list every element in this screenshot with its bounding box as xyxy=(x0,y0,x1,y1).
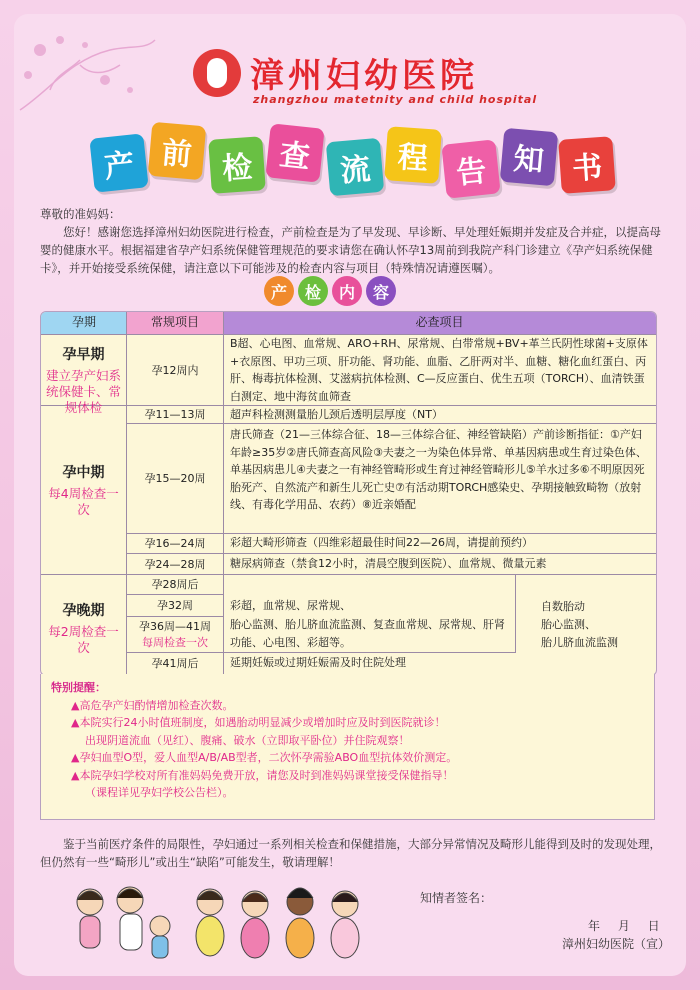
week-cell: 孕12周内 xyxy=(151,363,199,377)
title-tile: 书 xyxy=(558,136,616,194)
reminder-line: ▲本院孕妇学校对所有准妈妈免费开放，请您及时到准妈妈课堂接受保健指导！ xyxy=(71,768,454,782)
reminder-title: 特别提醒： xyxy=(51,681,106,694)
items-cell: 彩超，血常规、尿常规、 xyxy=(230,599,351,612)
hospital-logo-icon xyxy=(193,49,241,97)
week-cell: 孕36周—41周 每周检查一次 xyxy=(139,620,211,649)
phase-early: 孕早期 建立孕产妇系统保健卡、常规体检 xyxy=(45,347,121,415)
hospital-english-name: zhangzhou matetnity and child hospital xyxy=(253,93,538,106)
items-cell: 超声科检测测量胎儿颈后透明层厚度（NT） xyxy=(230,408,443,421)
hospital-seal-text: 漳州妇幼医院（宣） xyxy=(562,937,671,951)
reminder-line: ▲本院实行24小时值班制度，如遇胎动明显减少或增加时应及时到医院就诊！ xyxy=(71,716,446,729)
week-cell: 孕32周 xyxy=(157,599,193,612)
header-routine: 常规项目 xyxy=(127,312,223,334)
items-cell: 彩超大畸形筛查（四维彩超最佳时间22—26周，请提前预约） xyxy=(230,536,533,549)
exam-table xyxy=(40,311,657,676)
reminder-line: （课程详见孕妇学校公告栏）。 xyxy=(85,786,234,799)
title-tile: 产 xyxy=(89,133,148,192)
week-cell: 孕28周后 xyxy=(151,578,199,591)
week-cell: 孕16—24周 xyxy=(144,537,206,550)
week-cell: 孕24—28周 xyxy=(144,557,206,571)
items-cell: 唐氏筛查（21—三体综合征、18—三体综合征、神经管缺陷）产前诊断指征：①产妇年龄≥35岁②唐氏筛查高风险③夫妻之一为染色体异常、单基因病患或生育过染色体、单基因病患儿④夫妻之一有神经管畸形或生育过神经管畸形儿⑤羊水过多⑥不明原因死胎死产、自然流产和新生儿死亡史⑦有活动期TORCH感染史、孕期接触致畸物（放射线、有毒化学用品、农药）⑧近亲婚配 xyxy=(230,428,647,511)
phase-late: 孕晚期 每2周检查一次 xyxy=(48,603,119,655)
hospital-name: 漳州妇幼医院 xyxy=(250,56,478,96)
salutation: 尊敬的准妈妈： xyxy=(40,207,121,221)
section-badge: 内 xyxy=(332,276,362,306)
items-cell: 胎心监测、胎儿脐血流监测、复查血常规、尿常规、肝肾功能、心电图、彩超等。 xyxy=(230,618,505,649)
footer-note: 鉴于当前医疗条件的局限性，孕妇通过一系列相关检查和保健措施，大部分异常情况及畸形儿能得到及时的发现处理，但仍然有一些“畸形儿”或出生“缺陷”可能发生，敬请理解！ xyxy=(40,837,661,869)
reminder-line: ▲高危孕产妇酌情增加检查次数。 xyxy=(71,698,234,712)
signature-label: 知情者签名： xyxy=(420,891,493,905)
date-label: 年 月 日 xyxy=(588,919,660,933)
reminder-line: 出现阴道流血（见红）、腹痛、破水（立即取平卧位）并住院观察！ xyxy=(85,733,410,747)
items-cell: 糖尿病筛查（禁食12小时，清晨空腹到医院）、血常规、微量元素 xyxy=(230,557,547,570)
title-tile: 流 xyxy=(326,138,385,197)
header-required: 必查项目 xyxy=(223,312,656,334)
section-badge: 产 xyxy=(264,276,294,306)
floral-decoration-icon xyxy=(10,20,160,130)
late-extra: 自数胎动 胎心监测、 胎儿脐血流监测 xyxy=(541,600,618,649)
section-badge: 检 xyxy=(298,276,328,306)
family-cartoon-icon xyxy=(60,880,380,970)
week-cell: 孕15—20周 xyxy=(144,472,206,485)
week-cell: 孕11—13周 xyxy=(144,408,206,421)
week-cell: 孕41周后 xyxy=(151,657,199,670)
title-tiles xyxy=(92,120,622,200)
intro-text xyxy=(40,205,665,277)
title-tile: 知 xyxy=(500,128,559,187)
reminder-line: ▲孕妇血型O型，爱人血型A/B/AB型者，二次怀孕需验ABO血型抗体效价测定。 xyxy=(71,751,458,764)
title-tile: 查 xyxy=(265,123,324,182)
title-tile: 告 xyxy=(441,139,500,198)
items-cell: B超、心电图、血常规、ARO+RH、尿常规、白带常规+BV+革兰氏阴性球菌+支原体+衣原图、甲功三项、肝功能、肾功能、血脂、乙肝两对半、血糖、糖化血红蛋白、丙肝、梅毒抗体检测、艾滋病抗体检测、C—反应蛋白、优生五项（TORCH）、血清铁蛋白测定、地中海贫血筛查 xyxy=(230,337,648,403)
phase-mid: 孕中期 每4周检查一次 xyxy=(48,465,119,517)
title-tile: 前 xyxy=(148,122,207,181)
section-badge: 容 xyxy=(366,276,396,306)
title-tile: 检 xyxy=(208,136,266,194)
special-reminder xyxy=(40,674,655,820)
items-cell: 延期妊娠或过期妊娠需及时住院处理 xyxy=(230,656,406,669)
intro-body: 您好！感谢您选择漳州妇幼医院进行检查，产前检查是为了早发现、早诊断、早处理妊娠期并发症及合并症，以提高母婴的健康水平。根据福建省孕产妇系统保健管理规范的要求请您在确认怀孕13周前到我院产科门诊建立《孕产妇系统保健卡》，并开始接受系统保健，请注意以下可能涉及的检查内容与项目（特殊情况请遵医嘱）。 xyxy=(40,225,661,275)
header-phase: 孕期 xyxy=(41,312,127,334)
title-tile: 程 xyxy=(384,126,442,184)
